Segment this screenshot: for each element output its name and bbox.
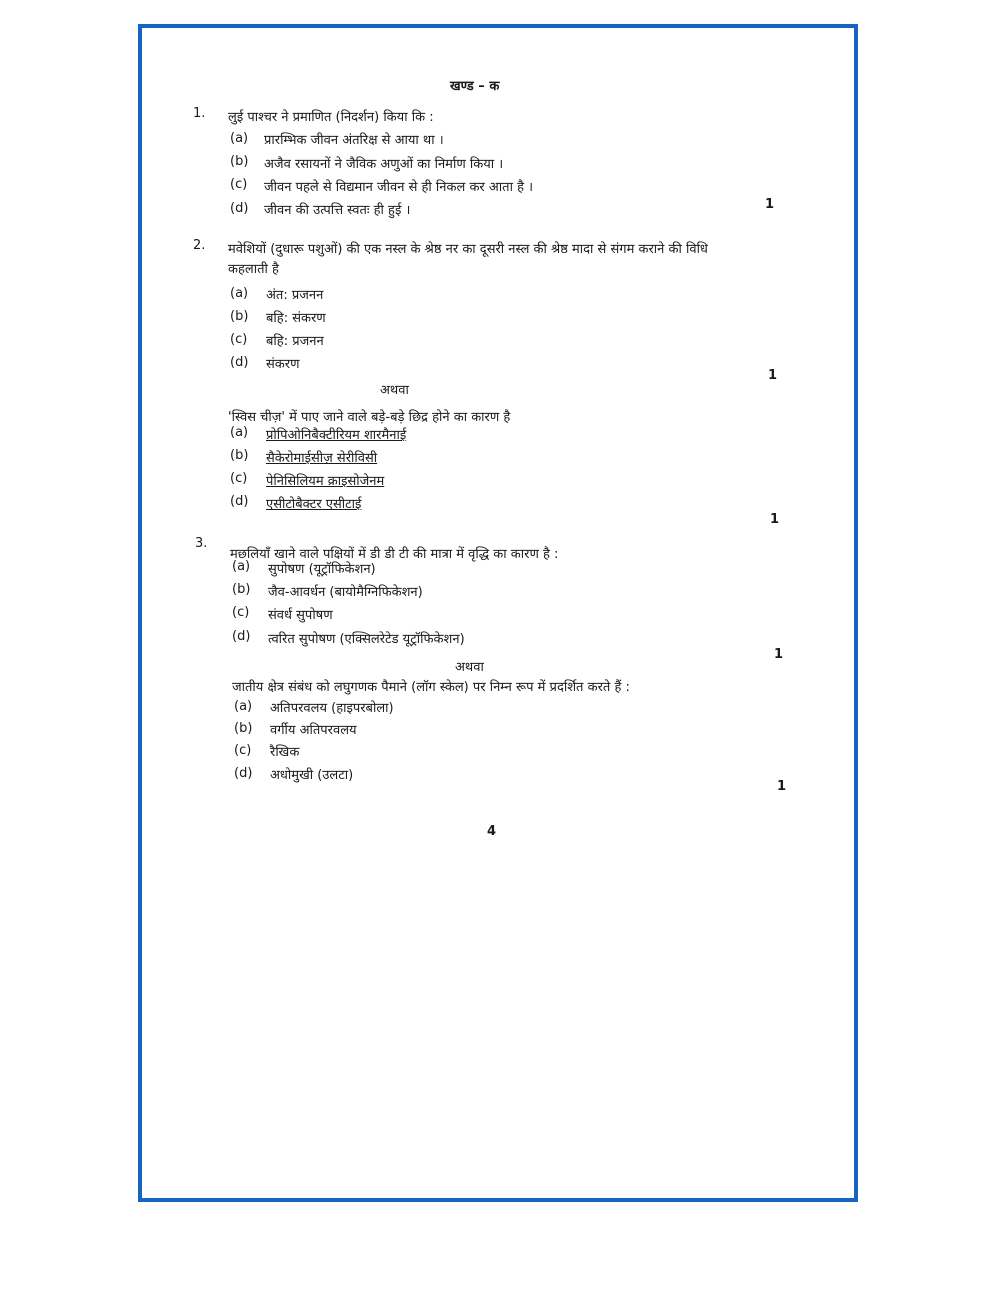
question-text: मवेशियों (दुधारू पशुओं) की एक नस्ल के श्रेष्ठ नर का दूसरी नस्ल की श्रेष्ठ मादा से संगम कराने की विधि: [228, 242, 708, 257]
option-label: (c): [230, 471, 248, 486]
option-label: (c): [232, 605, 250, 620]
option-text: बहि: प्रजनन: [266, 334, 324, 349]
option-label: (b): [230, 309, 249, 324]
option-text: जैव-आवर्धन (बायोमैग्निफिकेशन): [268, 585, 423, 600]
option-text: पेनिसिलियम क्राइसोजेनम: [266, 474, 385, 489]
option-text: बहि: संकरण: [266, 311, 326, 326]
option-label: (b): [230, 154, 249, 169]
page-number: 4: [487, 824, 497, 839]
option-text: संवर्ध सुपोषण: [268, 608, 333, 623]
option-label: (a): [234, 699, 253, 714]
question-text: जातीय क्षेत्र संबंध को लघुगणक पैमाने (लॉग स्केल) पर निम्न रूप में प्रदर्शित करते हैं :: [232, 680, 630, 695]
option-label: (c): [230, 177, 248, 192]
option-label: (d): [230, 494, 249, 509]
marks: 1: [777, 779, 787, 794]
option-text: एसीटोबैक्टर एसीटाई: [266, 497, 362, 512]
option-text: अतिपरवलय (हाइपरबोला): [270, 701, 394, 716]
question-number: 3.: [195, 536, 208, 551]
option-text: प्रोपिओनिबैक्टीरियम शारमैनाई: [266, 428, 407, 443]
marks: 1: [765, 197, 775, 212]
marks: 1: [768, 368, 778, 383]
option-label: (d): [230, 201, 249, 216]
marks: 1: [770, 512, 780, 527]
section-title: खण्ड – क: [450, 79, 500, 94]
option-label: (b): [232, 582, 251, 597]
option-label: (a): [232, 559, 251, 574]
option-text: अंत: प्रजनन: [266, 288, 324, 303]
question-text: लुई पाश्चर ने प्रमाणित (निदर्शन) किया कि :: [228, 110, 434, 125]
option-text: जीवन की उत्पत्ति स्वतः ही हुई ।: [264, 203, 411, 218]
or-divider: अथवा: [380, 383, 409, 398]
question-number: 2.: [193, 238, 206, 253]
option-text: जीवन पहले से विद्यमान जीवन से ही निकल कर आता है ।: [264, 180, 534, 195]
question-text: मछलियाँ खाने वाले पक्षियों में डी डी टी की मात्रा में वृद्धि का कारण है :: [230, 547, 559, 562]
option-label: (d): [232, 629, 251, 644]
option-text: रैखिक: [270, 745, 300, 760]
option-label: (c): [230, 332, 248, 347]
option-label: (b): [230, 448, 249, 463]
marks: 1: [774, 647, 784, 662]
option-text: वर्गीय अतिपरवलय: [270, 723, 357, 738]
option-label: (c): [234, 743, 252, 758]
or-divider: अथवा: [455, 660, 484, 675]
question-text: कहलाती है: [228, 262, 279, 277]
option-text: अधोमुखी (उलटा): [270, 768, 354, 783]
option-label: (a): [230, 425, 249, 440]
option-text: अजैव रसायनों ने जैविक अणुओं का निर्माण किया ।: [264, 157, 504, 172]
option-label: (a): [230, 131, 249, 146]
option-text: त्वरित सुपोषण (एक्सिलरेटेड यूट्रॉफिकेशन): [268, 632, 465, 647]
question-text: 'स्विस चीज़' में पाए जाने वाले बड़े-बड़े छिद्र होने का कारण है: [228, 410, 511, 425]
option-label: (b): [234, 721, 253, 736]
option-label: (d): [234, 766, 253, 781]
option-label: (d): [230, 355, 249, 370]
option-text: प्रारम्भिक जीवन अंतरिक्ष से आया था ।: [264, 133, 444, 148]
option-text: सुपोषण (यूट्रॉफिकेशन): [268, 562, 376, 577]
question-number: 1.: [193, 106, 206, 121]
option-label: (a): [230, 286, 249, 301]
option-text: सैकेरोमाईसीज़ सेरीविसी: [266, 451, 378, 466]
option-text: संकरण: [266, 357, 300, 372]
